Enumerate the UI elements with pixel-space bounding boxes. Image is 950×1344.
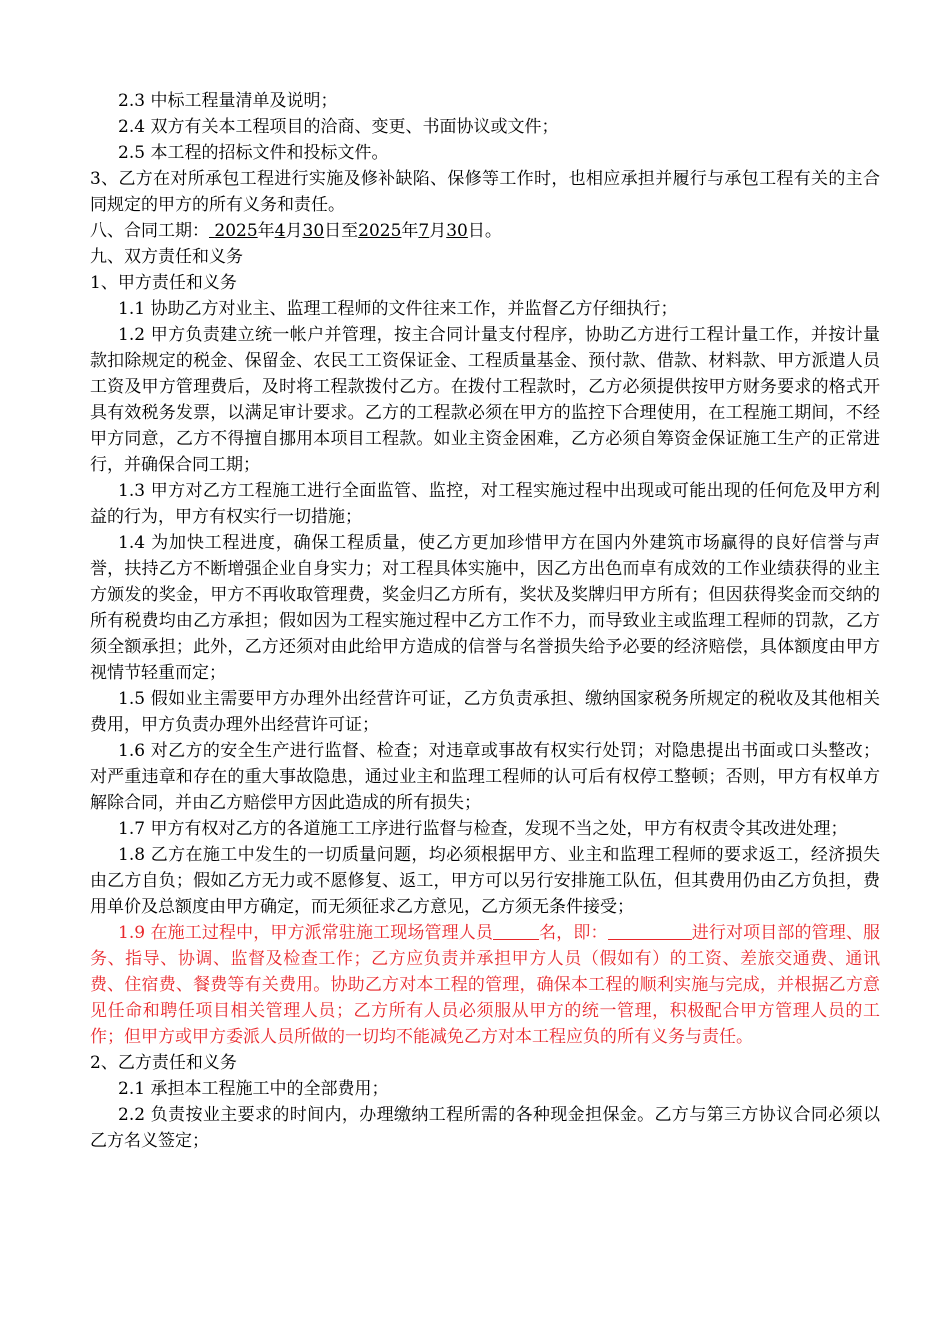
start-month: 4 [274,221,286,241]
start-year: 2025 [214,221,258,241]
end-day: 30 [446,221,468,241]
clause-1-2: 1.2 甲方负责建立统一帐户并管理，按主合同计量支付程序，协助乙方进行工程计量工作，并按计量款扣除规定的税金、保留金、农民工工资保证金、工程质量基金、预付款、借款、材料款、甲方派遣人员工资及甲方管理费后，及时将工程款拨付乙方。在拨付工程款时，乙方必须提供按甲方财务要求的格式开具有效税务发票，以满足审计要求。乙方的工程款必须在甲方的监控下合理使用，在工程施工期间，不经甲方同意，乙方不得擅自挪用本项目工程款。如业主资金困难，乙方必须自筹资金保证施工生产的正常进行，并确保合同工期； [90,325,881,475]
clause-2-5: 2.5 本工程的招标文件和投标文件。 [118,143,389,163]
clause-1-1: 1.1 协助乙方对业主、监理工程师的文件往来工作，并监督乙方仔细执行； [118,299,678,319]
party-b-heading: 2、乙方责任和义务 [90,1053,237,1073]
party-a-heading: 1、甲方责任和义务 [90,273,237,293]
section-8-lead: 八、合同工期： [90,221,209,241]
section-9-heading: 九、双方责任和义务 [90,247,243,267]
clause-2-3: 2.3 中标工程量清单及说明； [118,91,338,111]
clause-3: 3、乙方在对所承包工程进行实施及修补缺陷、保修等工作时，也相应承担并履行与承包工程有关的主合同规定的甲方的所有义务和责任。 [90,169,880,215]
end-month: 7 [418,221,430,241]
clause-1-6: 1.6 对乙方的安全生产进行监督、检查；对违章或事故有权实行处罚；对隐患提出书面或口头整改；对严重违章和存在的重大事故隐患，通过业主和监理工程师的认可后有权停工整顿；否则，甲方有权单方解除合同，并由乙方赔偿甲方因此造成的所有损失； [90,741,881,813]
clause-2-4: 2.4 双方有关本工程项目的洽商、变更、书面协议或文件； [118,117,559,137]
clause-1-7: 1.7 甲方有权对乙方的各道施工工序进行监督与检查，发现不当之处，甲方有权责令其改进处理； [118,819,848,839]
staff-names-blank [608,921,692,940]
clause-1-9: 1.9 在施工过程中，甲方派常驻施工现场管理人员 名，即： 进行对项目部的管理、服务、指导、协调、监督及检查工作；乙方应负责并承担甲方人员（假如有）的工资、差旅交通费、通讯费、住宿费、餐费等有关费用。协助乙方对本工程的管理，确保本工程的顺利实施与完成，并根据乙方意见任命和聘任项目相关管理人员；乙方所有人员必须服从甲方的统一管理，积极配合甲方管理人员的工作；但甲方或甲方委派人员所做的一切均不能减免乙方对本工程应负的所有义务与责任。 [90,923,881,1047]
start-day: 30 [302,221,325,241]
section-8-contract-period: 八、合同工期： 2025年4月30日至2025年7月30日。 [90,221,502,241]
clause-1-3: 1.3 甲方对乙方工程施工进行全面监管、监控，对工程实施过程中出现或可能出现的任何危及甲方利益的行为，甲方有权实行一切措施； [90,481,881,527]
clause-1-5: 1.5 假如业主需要甲方办理外出经营许可证，乙方负责承担、缴纳国家税务所规定的税收及其他相关费用，甲方负责办理外出经营许可证； [90,689,881,735]
clause-2-2: 2.2 负责按业主要求的时间内，办理缴纳工程所需的各种现金担保金。乙方与第三方协议合同必须以乙方名义签定； [90,1105,881,1151]
clause-2-1: 2.1 承担本工程施工中的全部费用； [118,1079,389,1099]
end-year: 2025 [358,221,402,241]
clause-1-4: 1.4 为加快工程进度，确保工程质量，使乙方更加珍惜甲方在国内外建筑市场赢得的良好信誉与声誉，扶持乙方不断增强企业自身实力；对工程具体实施中，因乙方出色而卓有成效的工作业绩获得的业主方颁发的奖金，甲方不再收取管理费，奖金归乙方所有，奖状及奖牌归甲方所有；但因获得奖金而交纳的所有税费均由乙方承担；假如因为工程实施过程中乙方工作不力，而导致业主或监理工程师的罚款，乙方须全额承担；此外，乙方还须对由此给甲方造成的信誉与名誉损失给予必要的经济赔偿，具体额度由甲方视情节轻重而定； [90,533,880,683]
staff-count-blank [493,921,539,940]
contract-page [90,88,880,1154]
clause-1-8: 1.8 乙方在施工中发生的一切质量问题，均必须根据甲方、业主和监理工程师的要求返工，经济损失由乙方自负；假如乙方无力或不愿修复、返工，甲方可以另行安排施工队伍，但其费用仍由乙方负担，费用单价及总额度由甲方确定，而无须征求乙方意见，乙方须无条件接受； [90,845,881,917]
